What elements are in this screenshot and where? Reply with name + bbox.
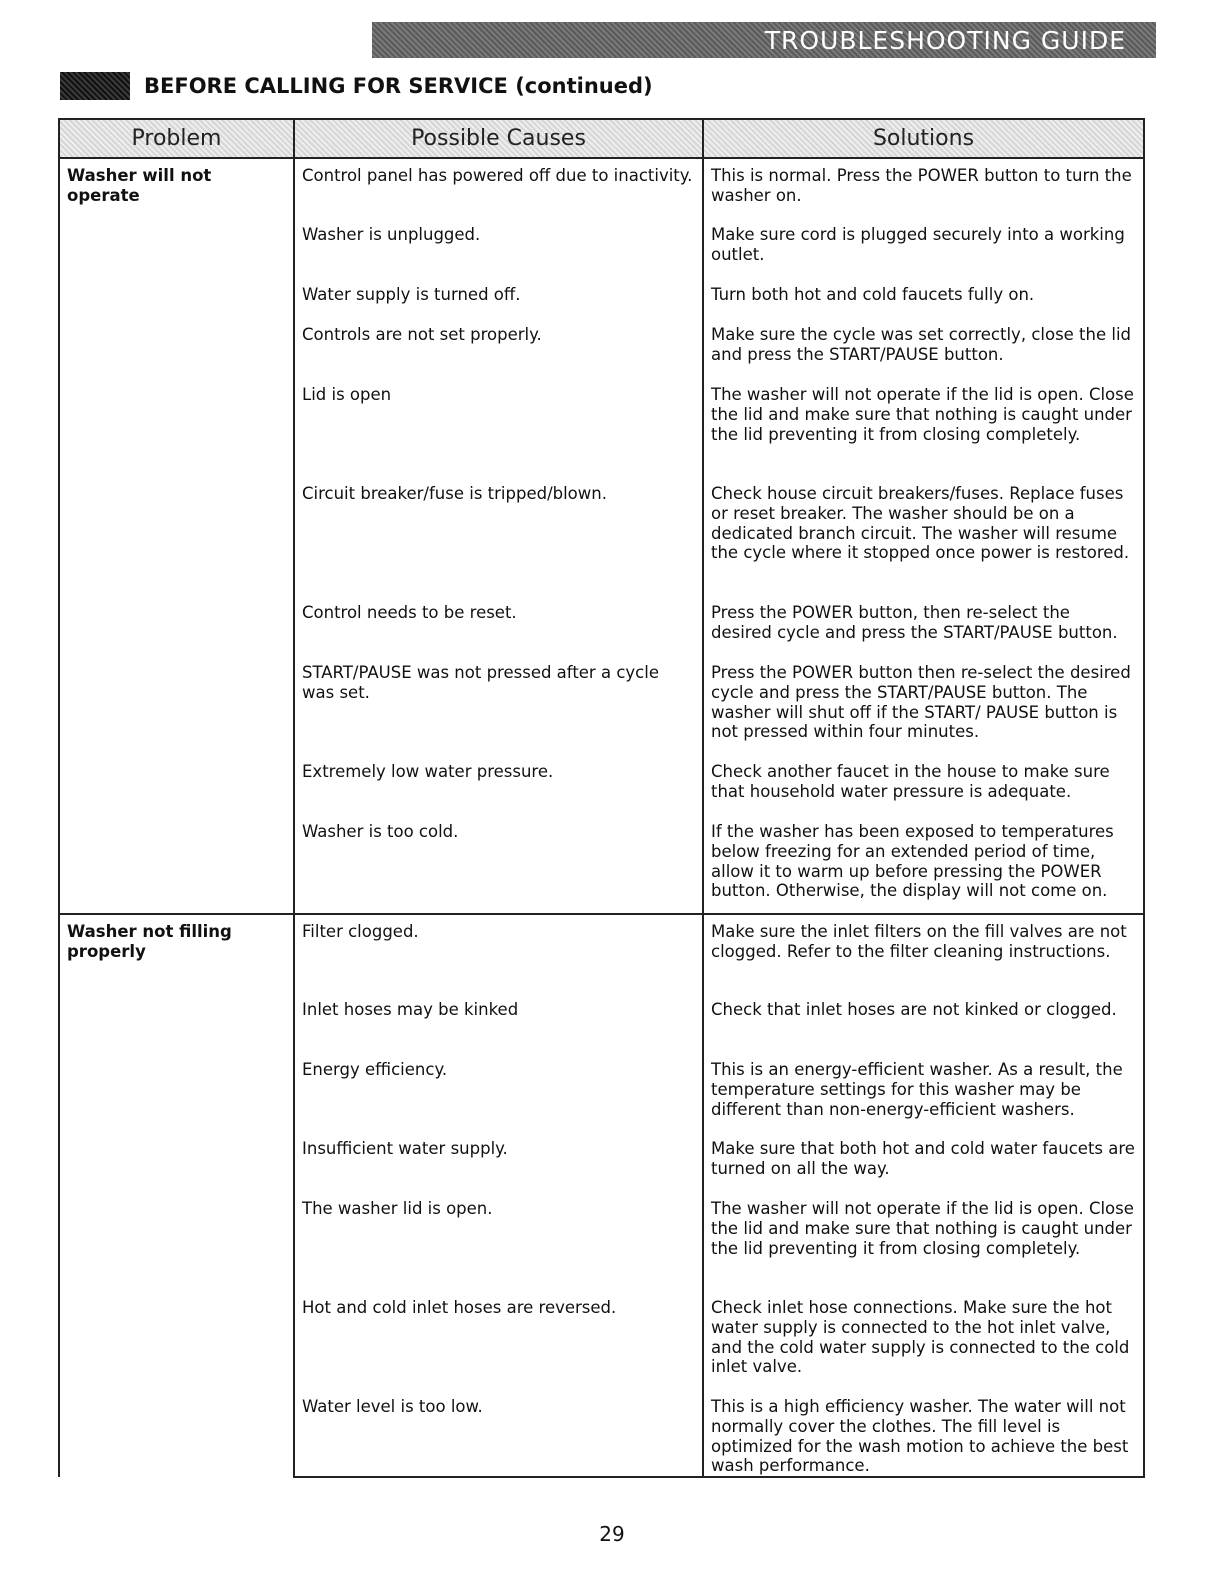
section-marker-block [60,72,130,100]
page-number: 29 [599,1522,625,1546]
column-header-solutions: Solutions [703,119,1144,158]
cause-cell: Energy efficiency. [294,1053,703,1132]
solution-cell: The washer will not operate if the lid is open. Close the lid and make sure that nothing is caught under the lid preventing it from closing completely. [703,1192,1144,1291]
troubleshooting-table [58,118,1145,1478]
cause-cell: Controls are not set properly. [294,318,703,378]
problem-cell [59,158,294,914]
cause-cell: Washer is unplugged. [294,218,703,278]
problem-cell [59,914,294,1477]
cause-cell: Hot and cold inlet hoses are reversed. [294,1291,703,1390]
solution-cell: Press the POWER button, then re-select the desired cycle and press the START/PAUSE button. [703,596,1144,656]
column-header-causes: Possible Causes [294,119,703,158]
solution-cell: If the washer has been exposed to temperatures below freezing for an extended period of time, allow it to warm up before pressing the POWER button. Otherwise, the display will not come on. [703,815,1144,914]
solution-cell: Check another faucet in the house to make sure that household water pressure is adequate. [703,755,1144,815]
cause-cell: Extremely low water pressure. [294,755,703,815]
table-row [59,158,1144,218]
cause-cell: Insufficient water supply. [294,1132,703,1192]
solution-cell: Check inlet hose connections. Make sure the hot water supply is connected to the hot inlet valve, and the cold water supply is connected to the cold inlet valve. [703,1291,1144,1390]
solution-cell: This is normal. Press the POWER button to turn the washer on. [703,158,1144,218]
solution-cell: The washer will not operate if the lid is open. Close the lid and make sure that nothing is caught under the lid preventing it from closing completely. [703,378,1144,477]
cause-cell: Washer is too cold. [294,815,703,914]
cause-cell: Circuit breaker/fuse is tripped/blown. [294,477,703,596]
guide-banner [372,22,1156,58]
solution-cell: This is a high efficiency washer. The water will not normally cover the clothes. The fill level is optimized for the wash motion to achieve the best wash performance. [703,1390,1144,1477]
cause-cell: Control needs to be reset. [294,596,703,656]
solution-cell: Turn both hot and cold faucets fully on. [703,278,1144,318]
table-body [59,158,1144,1477]
banner-title: TROUBLESHOOTING GUIDE [764,25,1126,55]
table-header-row [59,119,1144,158]
table-row [59,914,1144,993]
cause-cell: The washer lid is open. [294,1192,703,1291]
section-heading [60,70,653,102]
solution-cell: Make sure that both hot and cold water faucets are turned on all the way. [703,1132,1144,1192]
section-title: BEFORE CALLING FOR SERVICE (continued) [144,74,653,98]
cause-cell: Control panel has powered off due to inactivity. [294,158,703,218]
solution-cell: Make sure the cycle was set correctly, close the lid and press the START/PAUSE button. [703,318,1144,378]
cause-cell: START/PAUSE was not pressed after a cycle was set. [294,656,703,755]
solution-cell: Check that inlet hoses are not kinked or clogged. [703,993,1144,1053]
problem-label: Washer will not operate [67,166,212,205]
cause-cell: Water supply is turned off. [294,278,703,318]
cause-cell: Water level is too low. [294,1390,703,1477]
solution-cell: Check house circuit breakers/fuses. Replace fuses or reset breaker. The washer should be on a dedicated branch circuit. The washer will resume the cycle where it stopped once power is restored. [703,477,1144,596]
cause-cell: Filter clogged. [294,914,703,993]
problem-label: Washer not filling properly [67,922,232,961]
solution-cell: Make sure cord is plugged securely into a working outlet. [703,218,1144,278]
solution-cell: Make sure the inlet filters on the fill valves are not clogged. Refer to the filter cleaning instructions. [703,914,1144,993]
cause-cell: Inlet hoses may be kinked [294,993,703,1053]
column-header-problem: Problem [59,119,294,158]
solution-cell: Press the POWER button then re-select the desired cycle and press the START/PAUSE button. The washer will shut off if the START/ PAUSE button is not pressed within four minutes. [703,656,1144,755]
solution-cell: This is an energy-efficient washer. As a result, the temperature settings for this washer may be different than non-energy-efficient washers. [703,1053,1144,1132]
cause-cell: Lid is open [294,378,703,477]
